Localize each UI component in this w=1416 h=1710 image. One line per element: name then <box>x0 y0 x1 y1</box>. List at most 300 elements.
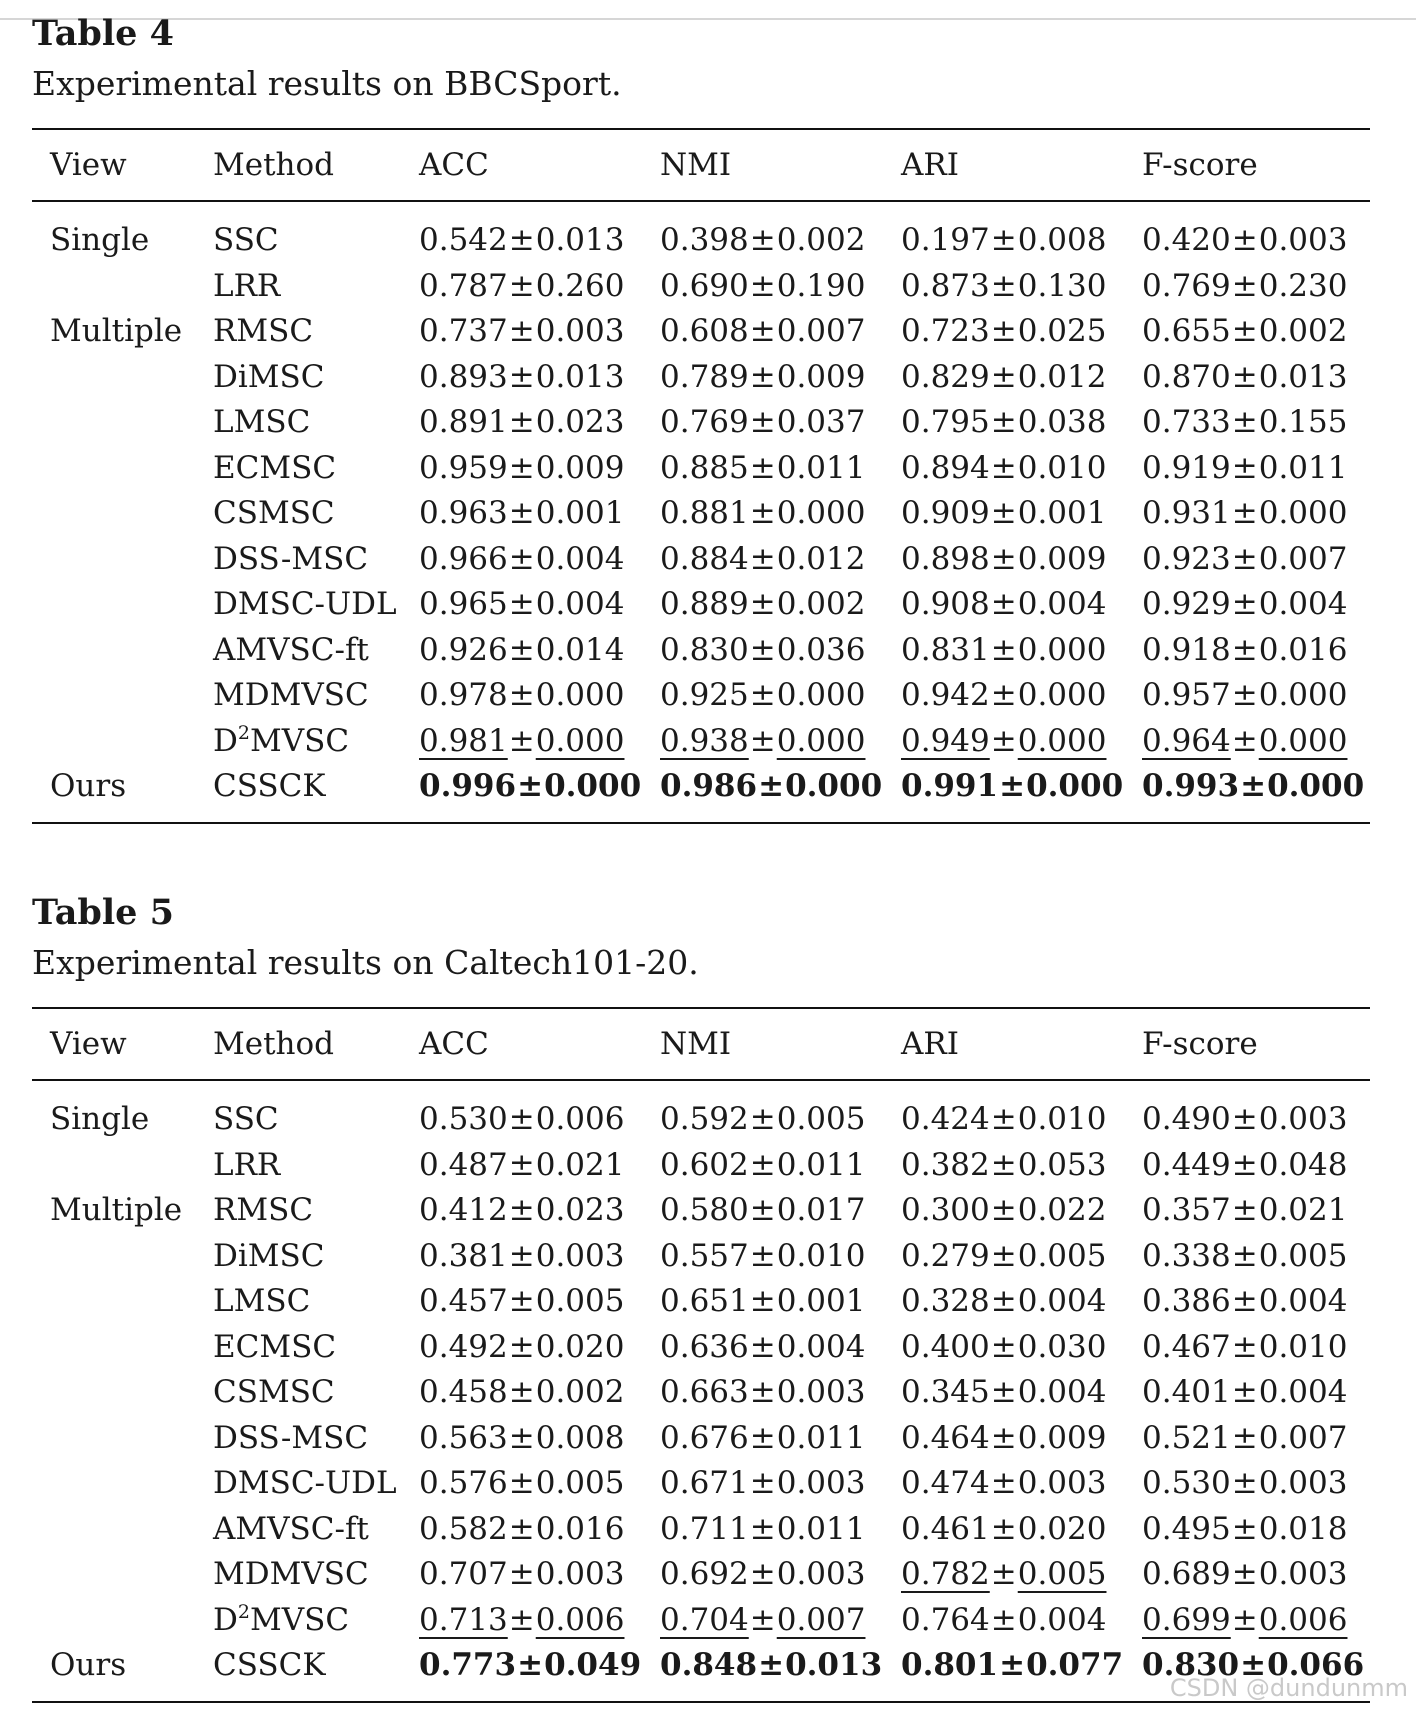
plus-minus-sign: ± <box>749 1328 776 1365</box>
metric-mean: 0.458 <box>419 1374 508 1410</box>
metric-std: 0.053 <box>1017 1146 1107 1183</box>
plus-minus-sign: ± <box>749 1192 776 1228</box>
metric-mean: 0.881 <box>660 495 749 531</box>
plus-minus-sign: ± <box>508 495 535 531</box>
metric-cell <box>1142 309 1388 355</box>
metric-value <box>901 1370 1106 1416</box>
header-method: Method <box>213 1026 335 1062</box>
metric-mean: 0.663 <box>660 1374 749 1410</box>
method-cell: CSSCK <box>213 1647 326 1683</box>
view-cell <box>50 1143 213 1189</box>
metric-value <box>1142 537 1347 583</box>
metric-std: 0.155 <box>1258 404 1348 440</box>
plus-minus-sign: ± <box>1231 358 1258 395</box>
metric-value <box>1142 1325 1347 1371</box>
metric-value <box>1142 1097 1347 1143</box>
metric-value <box>1142 1552 1347 1598</box>
metric-std: 0.000 <box>535 722 625 759</box>
metric-mean: 0.769 <box>1142 267 1231 304</box>
metric-value <box>660 1370 865 1416</box>
metric-cell <box>901 764 1142 810</box>
metric-mean: 0.894 <box>901 449 990 486</box>
plus-minus-sign: ± <box>990 1146 1017 1183</box>
metric-cell <box>419 537 660 583</box>
table-row <box>32 1097 1372 1143</box>
metric-value <box>1142 1416 1347 1462</box>
metric-value <box>419 1234 624 1280</box>
metric-mean: 0.592 <box>660 1101 749 1137</box>
watermark: CSDN @dundunmm <box>1169 1674 1408 1702</box>
metric-value <box>1142 719 1347 765</box>
plus-minus-sign: ± <box>990 313 1017 349</box>
metric-std: 0.009 <box>1017 540 1107 577</box>
metric-std: 0.006 <box>535 1101 625 1137</box>
metric-cell <box>660 1598 901 1644</box>
header-method: Method <box>213 147 335 183</box>
metric-mean: 0.690 <box>660 267 749 304</box>
view-cell <box>50 1507 213 1553</box>
metric-std: 0.130 <box>1017 267 1107 304</box>
view-cell <box>50 1325 213 1371</box>
metric-mean: 0.957 <box>1142 677 1231 713</box>
method-superscript: 2 <box>237 721 250 744</box>
view-cell <box>50 673 213 719</box>
metric-value <box>901 764 1123 810</box>
metric-mean: 0.457 <box>419 1283 508 1319</box>
metric-std: 0.021 <box>535 1146 625 1183</box>
metric-cell <box>660 1370 901 1416</box>
metric-mean: 0.981 <box>419 722 508 759</box>
plus-minus-sign: ± <box>749 1283 776 1319</box>
metric-value <box>901 491 1106 537</box>
metric-value <box>901 400 1106 446</box>
plus-minus-sign: ± <box>508 1419 535 1456</box>
metric-value <box>660 673 865 719</box>
plus-minus-sign: ± <box>990 677 1017 713</box>
metric-mean: 0.699 <box>1142 1601 1231 1638</box>
header-ari: ARI <box>901 1026 959 1062</box>
plus-minus-sign: ± <box>508 1101 535 1137</box>
metric-std: 0.005 <box>1258 1237 1348 1274</box>
metric-mean: 0.830 <box>1142 1647 1240 1683</box>
plus-minus-sign: ± <box>508 1465 535 1501</box>
metric-cell <box>1142 1188 1388 1234</box>
metric-cell <box>419 582 660 628</box>
metric-mean: 0.713 <box>419 1601 508 1638</box>
metric-value <box>419 218 624 264</box>
metric-value <box>660 491 865 537</box>
plus-minus-sign: ± <box>749 1237 776 1274</box>
metric-value <box>901 355 1106 401</box>
header-acc: ACC <box>419 1026 489 1062</box>
view-cell <box>50 446 213 492</box>
method-superscript: 2 <box>237 1600 250 1623</box>
metric-cell <box>1142 1279 1388 1325</box>
metric-cell <box>901 491 1142 537</box>
metric-cell <box>1142 673 1388 719</box>
metric-cell <box>901 673 1142 719</box>
view-cell <box>50 491 213 537</box>
plus-minus-sign: ± <box>758 1647 785 1683</box>
metric-mean: 0.576 <box>419 1465 508 1501</box>
plus-minus-sign: ± <box>749 722 776 759</box>
metric-cell <box>660 446 901 492</box>
table-row <box>32 764 1372 810</box>
plus-minus-sign: ± <box>508 1510 535 1547</box>
metric-mean: 0.830 <box>660 631 749 668</box>
method-cell: AMVSC-ft <box>213 1510 369 1547</box>
metric-value <box>419 1143 624 1189</box>
plus-minus-sign: ± <box>508 267 535 304</box>
method-cell: MDMVSC <box>213 1556 369 1592</box>
metric-mean: 0.925 <box>660 677 749 713</box>
metric-std: 0.011 <box>776 449 866 486</box>
metric-value <box>1142 1279 1347 1325</box>
plus-minus-sign: ± <box>508 1283 535 1319</box>
plus-minus-sign: ± <box>1231 222 1258 258</box>
metric-cell <box>1142 491 1388 537</box>
metric-cell <box>1142 218 1388 264</box>
metric-std: 0.000 <box>1258 677 1348 713</box>
table-row <box>32 446 1372 492</box>
metric-mean: 0.918 <box>1142 631 1231 668</box>
metric-mean: 0.908 <box>901 586 990 622</box>
plus-minus-sign: ± <box>508 1601 535 1638</box>
plus-minus-sign: ± <box>749 1601 776 1638</box>
metric-mean: 0.764 <box>901 1601 990 1638</box>
metric-value <box>1142 1507 1347 1553</box>
metric-mean: 0.580 <box>660 1192 749 1228</box>
metric-value <box>901 628 1106 674</box>
metric-cell <box>660 1097 901 1143</box>
metric-cell <box>419 1461 660 1507</box>
metric-mean: 0.401 <box>1142 1374 1231 1410</box>
metric-value <box>419 400 624 446</box>
metric-value <box>901 582 1106 628</box>
metric-value <box>419 1325 624 1371</box>
metric-cell <box>1142 1325 1388 1371</box>
metric-std: 0.038 <box>1017 404 1107 440</box>
metric-mean: 0.733 <box>1142 404 1231 440</box>
metric-cell <box>1142 446 1388 492</box>
metric-mean: 0.942 <box>901 677 990 713</box>
metric-cell <box>901 1416 1142 1462</box>
metric-cell <box>901 218 1142 264</box>
metric-cell <box>901 355 1142 401</box>
metric-std: 0.006 <box>1258 1601 1348 1638</box>
table-caption: Experimental results on BBCSport. <box>32 64 622 103</box>
metric-std: 0.036 <box>776 631 866 668</box>
plus-minus-sign: ± <box>508 1192 535 1228</box>
metric-cell <box>901 1097 1142 1143</box>
metric-cell <box>419 1234 660 1280</box>
metric-std: 0.030 <box>1017 1328 1107 1365</box>
view-cell <box>50 355 213 401</box>
plus-minus-sign: ± <box>999 768 1026 804</box>
metric-std: 0.006 <box>535 1601 625 1638</box>
metric-std: 0.016 <box>535 1510 625 1547</box>
table-row <box>32 355 1372 401</box>
table-row <box>32 1279 1372 1325</box>
metric-std: 0.012 <box>1017 358 1107 395</box>
metric-cell <box>419 673 660 719</box>
plus-minus-sign: ± <box>1231 404 1258 440</box>
plus-minus-sign: ± <box>1231 1465 1258 1501</box>
metric-cell <box>901 1234 1142 1280</box>
metric-cell <box>901 582 1142 628</box>
metric-mean: 0.424 <box>901 1101 990 1137</box>
plus-minus-sign: ± <box>1231 540 1258 577</box>
metric-mean: 0.929 <box>1142 586 1231 622</box>
plus-minus-sign: ± <box>749 540 776 577</box>
table-row <box>32 1461 1372 1507</box>
metric-std: 0.000 <box>1026 768 1124 804</box>
plus-minus-sign: ± <box>1231 267 1258 304</box>
metric-mean: 0.966 <box>419 540 508 577</box>
table-bottom-rule <box>32 822 1370 824</box>
plus-minus-sign: ± <box>749 1510 776 1547</box>
plus-minus-sign: ± <box>749 1556 776 1592</box>
metric-mean: 0.338 <box>1142 1237 1231 1274</box>
view-cell <box>50 1234 213 1280</box>
metric-mean: 0.885 <box>660 449 749 486</box>
metric-cell <box>901 1643 1142 1689</box>
metric-std: 0.077 <box>1026 1647 1124 1683</box>
metric-std: 0.009 <box>776 358 866 395</box>
metric-cell <box>419 1279 660 1325</box>
method-cell: AMVSC-ft <box>213 631 369 668</box>
table-header-row <box>32 1009 1372 1079</box>
plus-minus-sign: ± <box>999 1647 1026 1683</box>
plus-minus-sign: ± <box>508 404 535 440</box>
metric-value <box>660 1643 882 1689</box>
metric-value <box>419 1279 624 1325</box>
metric-value <box>419 491 624 537</box>
plus-minus-sign: ± <box>508 677 535 713</box>
metric-cell <box>660 264 901 310</box>
view-cell <box>50 264 213 310</box>
metric-mean: 0.707 <box>419 1556 508 1592</box>
view-cell <box>50 400 213 446</box>
metric-std: 0.022 <box>1017 1192 1107 1228</box>
metric-mean: 0.773 <box>419 1647 517 1683</box>
metric-mean: 0.991 <box>901 768 999 804</box>
metric-mean: 0.382 <box>901 1146 990 1183</box>
metric-std: 0.049 <box>544 1647 642 1683</box>
metric-std: 0.008 <box>535 1419 625 1456</box>
metric-value <box>660 264 865 310</box>
plus-minus-sign: ± <box>990 1328 1017 1365</box>
method-cell: RMSC <box>213 1192 314 1228</box>
metric-cell <box>419 1416 660 1462</box>
table-label: Table 4 <box>32 13 174 54</box>
metric-cell <box>1142 582 1388 628</box>
metric-std: 0.003 <box>776 1556 866 1592</box>
metric-cell <box>419 309 660 355</box>
plus-minus-sign: ± <box>990 358 1017 395</box>
metric-value <box>419 719 624 765</box>
metric-value <box>901 1598 1106 1644</box>
metric-value <box>419 309 624 355</box>
table-row <box>32 582 1372 628</box>
plus-minus-sign: ± <box>990 222 1017 258</box>
header-ari: ARI <box>901 147 959 183</box>
view-cell <box>50 1598 213 1644</box>
metric-mean: 0.474 <box>901 1465 990 1501</box>
view-cell <box>50 537 213 583</box>
header-fscore: F-score <box>1142 147 1258 183</box>
table-body <box>32 202 1372 810</box>
metric-value <box>660 582 865 628</box>
metric-value <box>1142 491 1347 537</box>
metric-std: 0.013 <box>535 222 625 258</box>
metric-std: 0.004 <box>1258 586 1348 622</box>
method-prefix: D <box>213 1601 238 1638</box>
method-cell: DSS-MSC <box>213 540 369 577</box>
metric-cell <box>1142 1370 1388 1416</box>
metric-std: 0.004 <box>776 1328 866 1365</box>
metric-cell <box>660 628 901 674</box>
metric-value <box>1142 1234 1347 1280</box>
metric-value <box>660 1279 865 1325</box>
metric-mean: 0.398 <box>660 222 749 258</box>
metric-cell <box>419 764 660 810</box>
plus-minus-sign: ± <box>749 1101 776 1137</box>
metric-cell <box>419 719 660 765</box>
metric-value <box>901 1143 1106 1189</box>
metric-cell <box>660 1416 901 1462</box>
metric-std: 0.002 <box>1258 313 1348 349</box>
header-fscore: F-score <box>1142 1026 1258 1062</box>
metric-mean: 0.919 <box>1142 449 1231 486</box>
plus-minus-sign: ± <box>990 495 1017 531</box>
plus-minus-sign: ± <box>508 1374 535 1410</box>
metric-value <box>419 582 624 628</box>
view-cell: Single <box>50 222 150 258</box>
metric-mean: 0.964 <box>1142 722 1231 759</box>
metric-cell <box>1142 355 1388 401</box>
plus-minus-sign: ± <box>990 631 1017 668</box>
metric-cell <box>419 1188 660 1234</box>
metric-value <box>901 673 1106 719</box>
metric-mean: 0.530 <box>419 1101 508 1137</box>
metric-value <box>660 1325 865 1371</box>
metric-std: 0.000 <box>1017 631 1107 668</box>
method-cell: MDMVSC <box>213 677 369 713</box>
plus-minus-sign: ± <box>1231 1419 1258 1456</box>
metric-mean: 0.300 <box>901 1192 990 1228</box>
metric-value <box>901 1507 1106 1553</box>
plus-minus-sign: ± <box>990 1510 1017 1547</box>
plus-minus-sign: ± <box>990 1556 1017 1592</box>
metric-cell <box>901 1370 1142 1416</box>
metric-std: 0.018 <box>1258 1510 1348 1547</box>
metric-cell <box>1142 1552 1388 1598</box>
metric-value <box>901 218 1106 264</box>
metric-cell <box>901 264 1142 310</box>
metric-cell <box>660 1279 901 1325</box>
metric-value <box>419 1416 624 1462</box>
metric-std: 0.007 <box>776 1601 866 1638</box>
metric-value <box>1142 1598 1347 1644</box>
metric-cell <box>660 1143 901 1189</box>
metric-value <box>1142 673 1347 719</box>
metric-value <box>660 309 865 355</box>
metric-std: 0.000 <box>544 768 642 804</box>
metric-std: 0.003 <box>1017 1465 1107 1501</box>
metric-cell <box>660 673 901 719</box>
metric-cell <box>1142 1598 1388 1644</box>
metric-value <box>419 764 641 810</box>
metric-std: 0.016 <box>1258 631 1348 668</box>
method-cell: DiMSC <box>213 1237 325 1274</box>
metric-cell <box>1142 1234 1388 1280</box>
table-5 <box>32 893 1372 1703</box>
metric-value <box>1142 309 1347 355</box>
method-cell: LMSC <box>213 1283 311 1319</box>
metric-std: 0.003 <box>535 1556 625 1592</box>
table-row <box>32 400 1372 446</box>
metric-mean: 0.381 <box>419 1237 508 1274</box>
plus-minus-sign: ± <box>990 267 1017 304</box>
header-view: View <box>50 1026 127 1062</box>
metric-std: 0.002 <box>535 1374 625 1410</box>
metric-cell <box>901 1507 1142 1553</box>
metric-cell <box>419 1370 660 1416</box>
metric-cell <box>901 1325 1142 1371</box>
table-header-row <box>32 130 1372 200</box>
metric-cell <box>660 764 901 810</box>
metric-std: 0.020 <box>1017 1510 1107 1547</box>
metric-std: 0.003 <box>1258 1101 1348 1137</box>
metric-value <box>419 446 624 492</box>
metric-cell <box>901 400 1142 446</box>
plus-minus-sign: ± <box>990 1101 1017 1137</box>
plus-minus-sign: ± <box>517 768 544 804</box>
view-cell <box>50 719 213 765</box>
table-row <box>32 628 1372 674</box>
metric-cell <box>1142 764 1388 810</box>
metric-std: 0.010 <box>776 1237 866 1274</box>
header-nmi: NMI <box>660 1026 732 1062</box>
plus-minus-sign: ± <box>508 1146 535 1183</box>
metric-value <box>901 1188 1106 1234</box>
metric-mean: 0.582 <box>419 1510 508 1547</box>
metric-cell <box>660 719 901 765</box>
metric-std: 0.003 <box>776 1374 866 1410</box>
plus-minus-sign: ± <box>990 722 1017 759</box>
metric-mean: 0.848 <box>660 1647 758 1683</box>
metric-cell <box>660 537 901 583</box>
header-nmi: NMI <box>660 147 732 183</box>
metric-std: 0.230 <box>1258 267 1348 304</box>
metric-mean: 0.782 <box>901 1556 990 1592</box>
metric-value <box>1142 400 1347 446</box>
metric-value <box>901 264 1106 310</box>
plus-minus-sign: ± <box>1231 1556 1258 1592</box>
metric-value <box>901 1552 1106 1598</box>
plus-minus-sign: ± <box>1231 631 1258 668</box>
metric-value <box>901 309 1106 355</box>
metric-std: 0.004 <box>1258 1283 1348 1319</box>
table-row <box>32 719 1372 765</box>
metric-value <box>419 264 624 310</box>
metric-value <box>901 1234 1106 1280</box>
view-cell: Multiple <box>50 1192 183 1228</box>
plus-minus-sign: ± <box>508 449 535 486</box>
plus-minus-sign: ± <box>1231 1101 1258 1137</box>
metric-value <box>660 628 865 674</box>
